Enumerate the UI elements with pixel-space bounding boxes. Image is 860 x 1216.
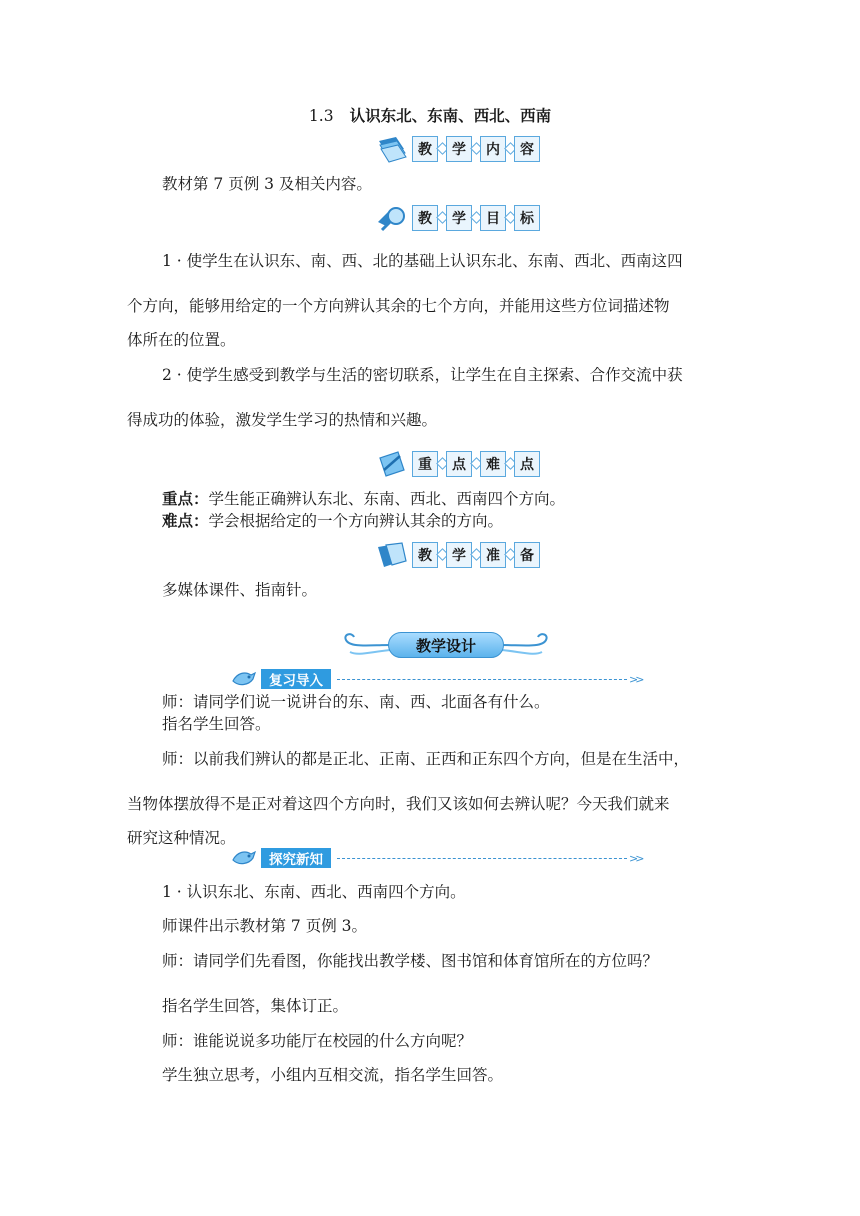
header-char: 点: [514, 451, 540, 477]
difficult-point-label: 难点：: [162, 512, 209, 530]
header-char: 内: [480, 136, 506, 162]
review-line-4: 当物体摆放得不是正对着这四个方向时，我们又该如何去辨认呢？今天我们就来: [127, 795, 670, 813]
book-icon: [376, 135, 408, 163]
header-char: 标: [514, 205, 540, 231]
header-char: 学: [446, 136, 472, 162]
header-char: 目: [480, 205, 506, 231]
section-header-prep: [376, 540, 540, 570]
lesson-title-text: 认识东北、东南、西北、西南: [349, 107, 552, 125]
section-header-goals: [376, 203, 540, 233]
explore-line-1: 1 · 认识东北、东南、西北、西南四个方向。: [162, 883, 466, 901]
bird-icon: [231, 669, 257, 689]
header-char: 学: [446, 205, 472, 231]
header-char: 教: [412, 136, 438, 162]
section-header-content: [376, 134, 540, 164]
design-banner: [340, 628, 552, 664]
review-line-2: 指名学生回答。: [162, 715, 271, 733]
explore-line-4: 指名学生回答，集体订正。: [162, 997, 349, 1015]
double-arrow-icon: >>: [629, 851, 642, 865]
header-char: 备: [514, 542, 540, 568]
review-line-1: 师：请同学们说一说讲台的东、南、西、北面各有什么。: [162, 693, 550, 711]
goal-1-line-2: 个方向，能够用给定的一个方向辨认其余的七个方向，并能用这些方位词描述物: [127, 297, 670, 315]
header-char: 学: [446, 542, 472, 568]
goal-2-line-2: 得成功的体验，激发学生学习的热情和兴趣。: [127, 411, 438, 429]
content-text: 教材第 7 页例 3 及相关内容。: [162, 175, 372, 193]
goal-1-line-3: 体所在的位置。: [127, 331, 236, 349]
lesson-title: [0, 104, 860, 126]
header-char: 准: [480, 542, 506, 568]
lesson-number: 1.3: [308, 107, 334, 125]
difficult-point: [162, 511, 503, 531]
explore-line-6: 学生独立思考，小组内互相交流，指名学生回答。: [162, 1066, 504, 1084]
header-char: 教: [412, 205, 438, 231]
prep-text: 多媒体课件、指南针。: [162, 581, 318, 599]
goal-1-line-1: 1 · 使学生在认识东、南、西、北的基础上认识东北、东南、西北、西南这四: [162, 252, 683, 270]
review-line-3: 师：以前我们辨认的都是正北、正南、正西和正东四个方向，但是在生活中，: [162, 750, 690, 768]
folder-icon: [376, 541, 408, 569]
pen-icon: [376, 450, 408, 478]
key-point-label: 重点：: [162, 490, 209, 508]
goal-2-line-1: 2 · 使学生感受到教学与生活的密切联系，让学生在自主探索、合作交流中获: [162, 366, 683, 384]
bird-icon: [231, 848, 257, 868]
header-char: 点: [446, 451, 472, 477]
explore-line-3: 师：请同学们先看图，你能找出教学楼、图书馆和体育馆所在的方位吗？: [162, 952, 659, 970]
explore-line-5: 师：谁能说说多功能厅在校园的什么方向呢？: [162, 1032, 473, 1050]
header-char: 容: [514, 136, 540, 162]
review-section-header: [231, 668, 641, 690]
explore-section-label: 探究新知: [261, 848, 331, 868]
review-section-label: 复习导入: [261, 669, 331, 689]
explore-line-2: 师课件出示教材第 7 页例 3。: [162, 917, 368, 935]
magnifier-icon: [376, 204, 408, 232]
section-header-keypoints: [376, 449, 540, 479]
review-line-5: 研究这种情况。: [127, 829, 236, 847]
explore-section-header: [231, 847, 641, 869]
header-char: 难: [480, 451, 506, 477]
key-point: [162, 489, 565, 509]
header-char: 重: [412, 451, 438, 477]
header-char: 教: [412, 542, 438, 568]
double-arrow-icon: >>: [629, 672, 642, 686]
difficult-point-text: 学会根据给定的一个方向辨认其余的方向。: [208, 512, 504, 530]
design-banner-label: 教学设计: [388, 632, 504, 658]
key-point-text: 学生能正确辨认东北、东南、西北、西南四个方向。: [208, 490, 566, 508]
